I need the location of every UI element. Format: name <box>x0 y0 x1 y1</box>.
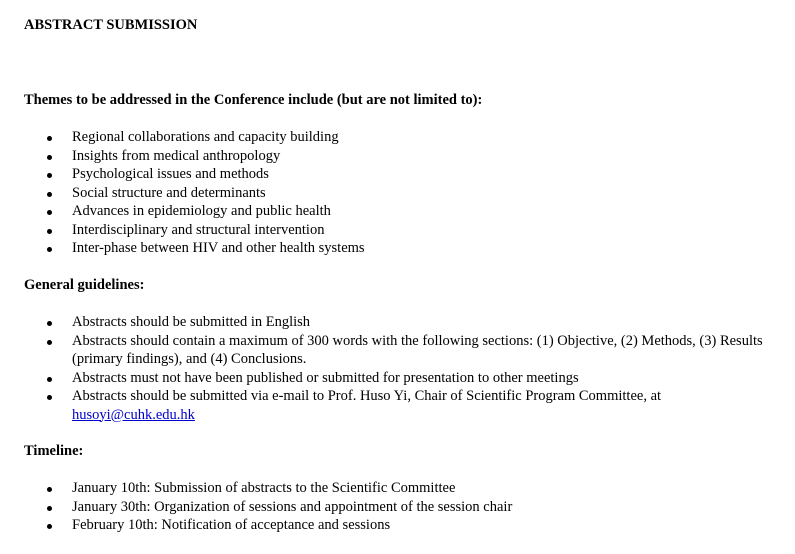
list-item <box>24 516 774 535</box>
list-item-text: Insights from medical anthropology <box>72 147 281 164</box>
bullet-icon <box>47 136 52 141</box>
page-title: ABSTRACT SUBMISSION <box>24 17 198 33</box>
email-link[interactable]: husoyi@cuhk.edu.hk <box>72 406 195 423</box>
list-item <box>24 479 774 498</box>
bullet-icon <box>47 506 52 511</box>
bullet-icon <box>47 524 52 529</box>
timeline-list <box>24 479 774 535</box>
list-item <box>24 387 774 424</box>
list-item-text: Social structure and determinants <box>72 184 266 201</box>
themes-heading: Themes to be addressed in the Conference include (but are not limited to): <box>24 92 483 108</box>
list-item-text: Abstracts must not have been published or submitted for presentation to other meetings <box>72 369 579 386</box>
list-item <box>24 313 774 332</box>
bullet-icon <box>47 173 52 178</box>
bullet-icon <box>47 395 52 400</box>
list-item <box>24 147 774 166</box>
bullet-icon <box>47 377 52 382</box>
list-item <box>24 239 774 258</box>
list-item-text: January 30th: Organization of sessions and appointment of the session chair <box>72 498 513 515</box>
bullet-icon <box>47 155 52 160</box>
list-item-text: Advances in epidemiology and public health <box>72 203 331 219</box>
themes-list <box>24 128 774 258</box>
bullet-icon <box>47 487 52 492</box>
list-item <box>24 369 774 388</box>
guidelines-heading: General guidelines: <box>24 277 145 293</box>
list-item <box>24 165 774 184</box>
list-item-text: Abstracts should be submitted via e-mail to Prof. Huso Yi, Chair of Scientific Program Committee, at <box>72 388 662 404</box>
list-item-text: Inter-phase between HIV and other health systems <box>72 240 365 256</box>
list-item-text: February 10th: Notification of acceptance and sessions <box>72 517 391 533</box>
bullet-icon <box>47 340 52 345</box>
guidelines-list <box>24 313 774 424</box>
list-item <box>24 128 774 147</box>
bullet-icon <box>47 229 52 234</box>
bullet-icon <box>47 321 52 326</box>
bullet-icon <box>47 247 52 252</box>
list-item <box>24 332 774 369</box>
list-item-text: Abstracts should be submitted in English <box>72 314 311 330</box>
list-item-text: Interdisciplinary and structural intervention <box>72 221 325 238</box>
list-item <box>24 498 774 517</box>
list-item <box>24 221 774 240</box>
list-item-text: January 10th: Submission of abstracts to the Scientific Committee <box>72 480 456 496</box>
bullet-icon <box>47 192 52 197</box>
timeline-heading: Timeline: <box>24 443 84 459</box>
list-item <box>24 202 774 221</box>
list-item-text: Regional collaborations and capacity building <box>72 129 339 145</box>
bullet-icon <box>47 210 52 215</box>
list-item-text: Psychological issues and methods <box>72 166 269 182</box>
list-item-text: Abstracts should contain a maximum of 300 words with the following sections: (1) Objective, (2) Methods, (3) Results (primary findings), and (4) Conclusions. <box>72 332 763 367</box>
list-item <box>24 184 774 203</box>
